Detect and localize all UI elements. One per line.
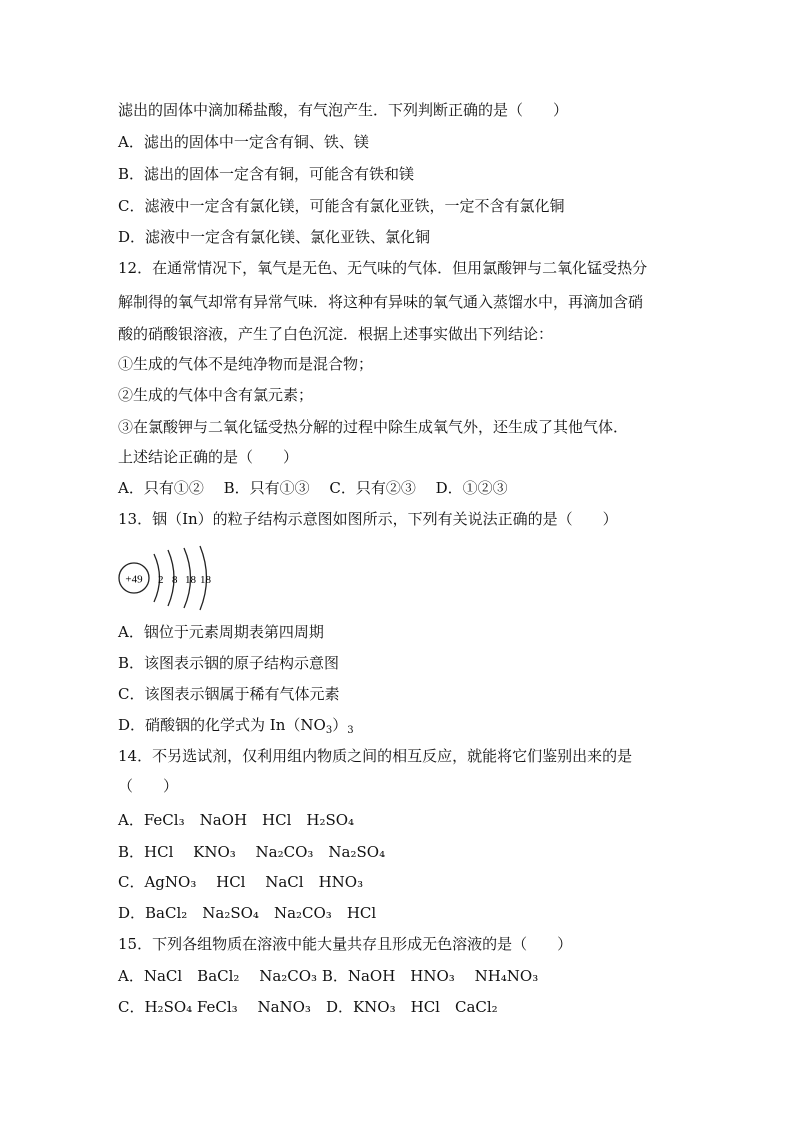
shell-1-electrons: 2 <box>158 574 164 586</box>
nucleus-charge: +49 <box>125 573 143 586</box>
q12-conclusion-1: ①生成的气体不是纯净物而是混合物； <box>118 355 374 373</box>
q15-options-line1: A．NaCl BaCl₂ Na₂CO₃ B．NaOH HNO₃ NH₄NO₃ <box>118 967 539 985</box>
q13-option-d <box>118 715 354 735</box>
q13-option-d-sub: 3 <box>325 725 333 736</box>
q14-stem-line2: （ ） <box>118 777 179 795</box>
q12-stem-line1: 12．在通常情况下，氧气是无色、无气味的气体．但用氯酸钾与二氧化锰受热分 <box>118 259 648 277</box>
q13-option-c: C．该图表示铟属于稀有气体元素 <box>118 685 340 703</box>
q14-option-a: A．FeCl₃ NaOH HCl H₂SO₄ <box>118 811 355 829</box>
q11-option-d: D．滤液中一定含有氯化镁、氯化亚铁、氯化铜 <box>118 228 431 246</box>
q12-question: 上述结论正确的是（ ） <box>118 448 299 466</box>
q14-option-c: C．AgNO₃ HCl NaCl HNO₃ <box>118 873 364 891</box>
q11-option-a: A．滤出的固体中一定含有铜、铁、镁 <box>118 133 369 151</box>
q12-conclusion-2: ②生成的气体中含有氯元素； <box>118 386 314 404</box>
q15-options-line2: C．H₂SO₄ FeCl₃ NaNO₃ D．KNO₃ HCl CaCl₂ <box>118 998 498 1016</box>
q13-option-d-sub2: 3 <box>347 725 354 736</box>
q12-options: A．只有①② B．只有①③ C．只有②③ D．①②③ <box>118 479 508 497</box>
q13-option-b: B．该图表示铟的原子结构示意图 <box>118 654 340 672</box>
shell-2-electrons: 8 <box>172 574 178 586</box>
q15-stem: 15．下列各组物质在溶液中能大量共存且形成无色溶液的是（ ） <box>118 935 573 953</box>
shell-3-electrons: 18 <box>185 574 196 586</box>
q13-option-d-close: ） <box>332 716 348 734</box>
q12-conclusion-3: ③在氯酸钾与二氧化锰受热分解的过程中除生成氧气外，还生成了其他气体． <box>118 418 629 436</box>
shell-4-electrons: 18 <box>200 574 211 586</box>
q11-stem-tail: 滤出的固体中滴加稀盐酸，有气泡产生．下列判断正确的是（ ） <box>118 101 569 119</box>
q12-stem-line3: 酸的硝酸银溶液，产生了白色沉淀．根据上述事实做出下列结论： <box>118 325 554 343</box>
q14-option-b: B．HCl KNO₃ Na₂CO₃ Na₂SO₄ <box>118 843 386 861</box>
q13-stem: 13．铟（In）的粒子结构示意图如图所示，下列有关说法正确的是（ ） <box>118 510 618 528</box>
q14-stem-line1: 14．不另选试剂，仅利用组内物质之间的相互反应，就能将它们鉴别出来的是 <box>118 747 633 765</box>
q13-option-a: A．铟位于元素周期表第四周期 <box>118 623 324 641</box>
indium-atom-structure-diagram <box>116 542 216 612</box>
q12-stem-line2: 解制得的氧气却常有异常气味．将这种有异味的氧气通入蒸馏水中，再滴加含硝 <box>118 293 644 311</box>
q11-option-c: C．滤液中一定含有氯化镁，可能含有氯化亚铁，一定不含有氯化铜 <box>118 197 565 215</box>
q11-option-b: B．滤出的固体一定含有铜，可能含有铁和镁 <box>118 165 415 183</box>
q14-option-d: D．BaCl₂ Na₂SO₄ Na₂CO₃ HCl <box>118 904 377 922</box>
q13-option-d-text: D．硝酸铟的化学式为 In（NO <box>118 716 326 734</box>
